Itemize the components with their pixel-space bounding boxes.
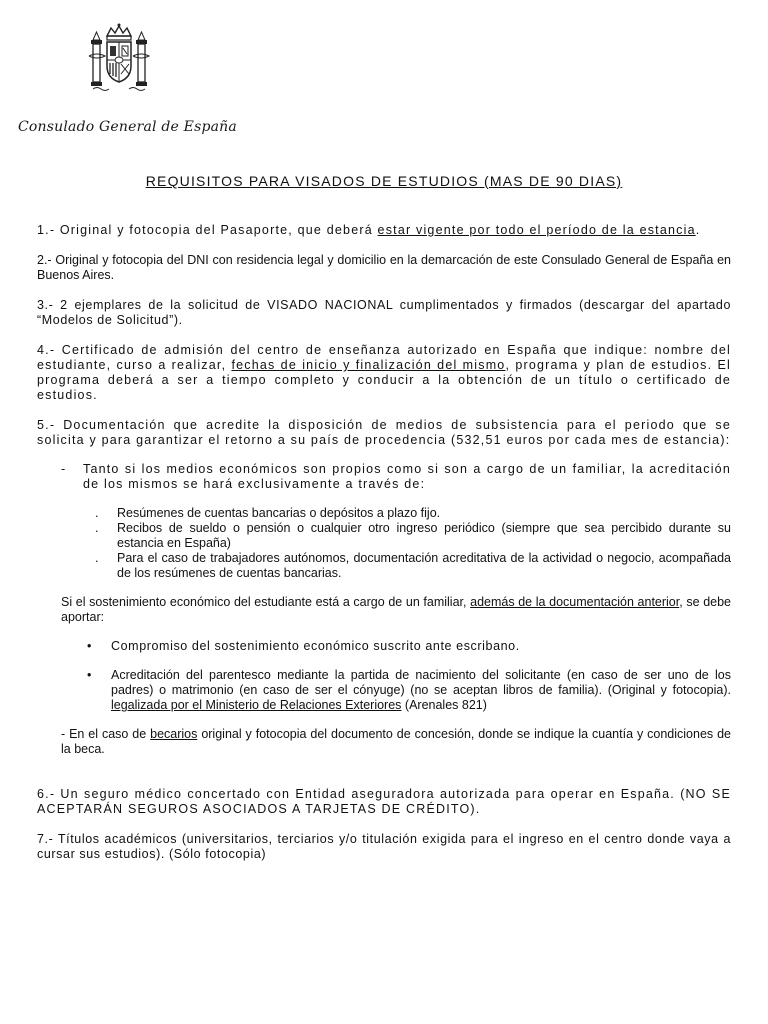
- requirement-6: 6.- Un seguro médico concertado con Entidad aseguradora autorizada para operar en España. (NO SE ACEPTARÁN SEGUROS ASOCIADOS A TARJETAS DE CRÉDITO).: [37, 787, 731, 816]
- list-item: [37, 506, 731, 521]
- bullet-2-text: Acreditación del parentesco mediante la partida de nacimiento del solicitante (en caso de ser uno de los padres) o matrimonio (en caso de ser el cónyuge) (no se aceptan libros de familia). (Original y fotocopia).: [111, 668, 731, 697]
- spain-coat-of-arms-icon: [83, 22, 155, 94]
- requirement-4-end: , programa y plan de estudios. El programa deberá a ser a tiempo completo y conducir a la obtención de un título o certificado de estudios.: [37, 358, 731, 402]
- bullet-2-underlined: legalizada por el Ministerio de Relaciones Exteriores: [111, 698, 402, 712]
- bullet-marker: •: [87, 639, 92, 653]
- requirement-5-bullet-2: [37, 668, 731, 713]
- dot-marker: .: [95, 551, 99, 565]
- dot-item-text: Para el caso de trabajadores autónomos, documentación acreditativa de la actividad o negocio, acompañada de los resúmenes de cuentas bancarias.: [117, 551, 731, 580]
- dot-item-text: Resúmenes de cuentas bancarias o depósitos a plazo fijo.: [117, 506, 441, 520]
- requirement-4-underlined: fechas de inicio y finalización del mismo: [231, 358, 506, 372]
- requirement-5-bullet-1: [37, 639, 731, 654]
- bullet-text: Compromiso del sostenimiento económico suscrito ante escribano.: [111, 639, 520, 653]
- requirement-1: [37, 223, 731, 238]
- becarios-end: original y fotocopia del documento de concesión, donde se indique la cuantía y condiciones de la beca.: [61, 727, 731, 756]
- requirement-4: [37, 343, 731, 403]
- family-underlined: además de la documentación anterior: [470, 595, 680, 609]
- dash-marker: -: [61, 462, 67, 476]
- consulate-name: Consulado General de España: [18, 119, 237, 135]
- bullet-2-end: (Arenales 821): [401, 698, 487, 712]
- requirement-5: 5.- Documentación que acredite la disposición de medios de subsistencia para el periodo que se solicita y para garantizar el retorno a su país de procedencia (532,51 euros por cada mes de estancia):: [37, 418, 731, 447]
- requirement-5-dash-item: [37, 462, 731, 492]
- requirement-5-dot-list: [37, 506, 731, 581]
- requirement-3: 3.- 2 ejemplares de la solicitud de VISADO NACIONAL cumplimentados y firmados (descargar del apartado “Modelos de Solicitud”).: [37, 298, 731, 327]
- list-item: [37, 521, 731, 551]
- page-title-text: REQUISITOS PARA VISADOS DE ESTUDIOS (MAS DE 90 DIAS): [145, 173, 623, 189]
- becarios-text: - En el caso de: [61, 727, 151, 741]
- family-text: Si el sostenimiento económico del estudiante está a cargo de un familiar,: [61, 595, 471, 609]
- requirement-1-end: .: [695, 223, 701, 237]
- dot-item-text: Recibos de sueldo o pensión o cualquier otro ingreso periódico (siempre que sea percibido durante su estancia en España): [117, 521, 731, 550]
- family-end: , se debe aportar:: [61, 595, 732, 624]
- requirement-1-underlined: estar vigente por todo el período de la estancia: [377, 223, 696, 237]
- requirement-7: 7.- Títulos académicos (universitarios, terciarios y/o titulación exigida para el ingreso en el centro donde vaya a cursar sus estudios). (Sólo fotocopia): [37, 832, 731, 861]
- requirement-5-becarios: [37, 727, 731, 757]
- requirement-5-family: [37, 595, 731, 625]
- dot-marker: .: [95, 506, 99, 520]
- requirement-2: 2.- Original y fotocopia del DNI con residencia legal y domicilio en la demarcación de este Consulado General de España en Buenos Aires.: [37, 253, 731, 282]
- requirements-body: [37, 223, 731, 862]
- dot-marker: .: [95, 521, 99, 535]
- page-title: [0, 173, 768, 189]
- requirement-4-text: 4.- Certificado de admisión del centro de enseñanza autorizado en España que indique: nombre del estudiante, curso a realizar,: [37, 343, 731, 372]
- bullet-text: [111, 668, 731, 713]
- bullet-marker: •: [87, 668, 92, 682]
- list-item: [37, 551, 731, 581]
- requirement-1-text: 1.- Original y fotocopia del Pasaporte, que deberá: [37, 223, 378, 237]
- becarios-underlined: becarios: [150, 727, 198, 741]
- requirement-5-dash-text: Tanto si los medios económicos son propios como si son a cargo de un familiar, la acreditación de los mismos se hará exclusivamente a través de:: [83, 462, 731, 491]
